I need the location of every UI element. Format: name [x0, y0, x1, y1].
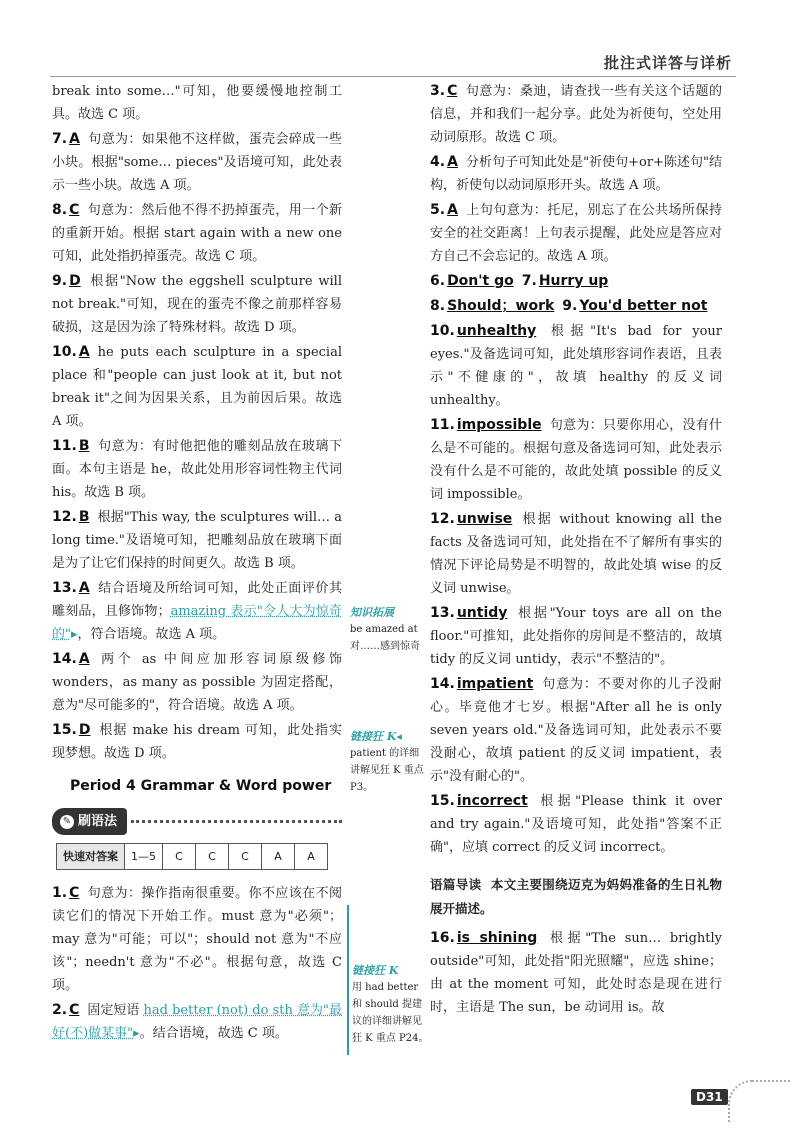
annotated-keyword: amazing 表示"令人大为惊奇的"	[52, 604, 342, 642]
answer-item-13: 13. A 结合语境及所给词可知，此处正面评价其雕刻品，且修饰物；amazing 表示"令人大为惊奇的"▸，符合语境。故选 A 项。	[52, 580, 342, 642]
word-item-15: 15. incorrect 根据"Please think it over and try again."及语境可知，此处指"答案不正确"，应填 correct 的反义词 incorrect。	[430, 793, 722, 855]
word-item-12: 12. unwise 根据 without knowing all the facts 及备选词可知，此处指在不了解所有事实的情况下评论局势是不明智的，故此处填 wise 的反义词 unwise。	[430, 511, 722, 596]
answer-item-left-6: 12. B 根据"This way, the sculptures will… a long time."及语境可知，把雕刻品放在玻璃下面是为了让它们保持的时间更久。故选 B 项。	[52, 509, 342, 571]
quick-answer-range: 1—5	[125, 844, 163, 870]
answer-item-15: 15. D 根据 make his dream 可知，此处指实现梦想。故选 D 项。	[52, 722, 342, 761]
side-note-link-1	[350, 728, 428, 796]
passage-item-16: 16. is shining 根据"The sun… brightly outside"可知，此处指"阳光照耀"，应选 shine；由 at the moment 可知，此处时态是现在进行时，主语是 The sun，be 动词用 is。故	[430, 930, 723, 1015]
side-note-title: 链接狂 K	[352, 964, 399, 977]
answer-item-left-3: 9. D 根据"Now the eggshell sculpture will not break."可知，现在的蛋壳不像之前那样容易破损，这是因为涂了特殊材料。故选 D 项。	[52, 273, 342, 335]
dotted-rule	[131, 820, 342, 823]
side-note-link-2	[352, 962, 430, 1047]
grammar-item-4: 4. A 分析句子可知此处是"祈使句+or+陈述句"结构，祈使句以动词原形开头。故选 A 项。	[430, 154, 722, 193]
side-note-bar	[347, 905, 349, 1055]
period-heading: Period 4 Grammar & Word power	[70, 778, 332, 794]
side-note-text: be amazed at 对……感到惊奇	[350, 624, 420, 652]
answer-item-left-2: 8. C 句意为：然后他不得不扔掉蛋壳，用一个新的重新开始。根据 start again with a new one 可知，此处指扔掉蛋壳。故选 C 项。	[52, 202, 342, 264]
word-item-11: 11. impossible 句意为：只要你用心，没有什么是不可能的。根据句意及备选词可知，此处表示没有什么是不可能的，故此处填 possible 的反义词 impossible。	[430, 417, 722, 502]
passage-guide: 语篇导读 本文主要围绕迈克为妈妈准备的生日礼物展开描述。	[430, 877, 722, 916]
quick-answer-cell: C	[196, 844, 229, 870]
word-item-14: 14. impatient 句意为：不要对你的儿子没耐心。毕竟他才七岁。根据"After all he is only seven years old."及备选词可知，此处表示不要没耐心，故填 patient 的反义词 impatient，表示"没有耐心的"。	[430, 676, 722, 784]
side-note-title: 知识拓展	[350, 606, 394, 619]
quick-answer-label: 快速对答案	[57, 844, 125, 870]
answer-item-left-5: 11. B 句意为：有时他把他的雕刻品放在玻璃下面。本句主语是 he，故此处用形容词性物主代词 his。故选 B 项。	[52, 438, 342, 500]
pen-icon: ✎	[60, 815, 74, 829]
grammar-item-1: 1. C 句意为：操作指南很重要。你不应该在不阅读它们的情况下开始工作。must 意为"必须"；may 意为"可能；可以"；should not 意为"不应该"；needn't 意为"不必"。根据句意，故选 C 项。	[52, 885, 342, 993]
answer-item-left-0: break into some…"可知，他要缓慢地控制工具。故选 C 项。	[52, 84, 342, 122]
word-item-13: 13. untidy 根据"Your toys are all on the floor."可推知，此处指你的房间是不整洁的，故填 tidy 的反义词 untidy，表示"不整洁的"。	[430, 605, 722, 667]
quick-answer-cell: C	[229, 844, 262, 870]
grammar-item-5: 5. A 上句句意为：托尼，别忘了在公共场所保持安全的社交距离！上句表示提醒，此处应是答应对方自己不会忘记的。故选 A 项。	[430, 202, 722, 264]
side-note-text: 用 had better 和 should 提建议的详细讲解见狂 K 重点 P24。	[352, 982, 429, 1044]
answer-item-left-4: 10. A he puts each sculpture in a special place 和"people can just look at it, but not break it"之间为因果关系，且为前因后果。故选 A 项。	[52, 344, 342, 429]
section-badge: ✎ 刷语法	[52, 808, 127, 835]
grammar-item-2: 2. C 固定短语 had better (not) do sth 意为"最好(不)做某事"▸。结合语境，故选 C 项。	[52, 1002, 342, 1041]
grammar-item-8-9: 8. Should；work 9. You'd better not	[430, 298, 708, 314]
side-note-title: 链接狂 K◂	[350, 730, 402, 743]
annotation-arrow-icon: ▸	[70, 627, 78, 642]
grammar-item-6-7: 6. Don't go 7. Hurry up	[430, 273, 609, 289]
header-divider	[50, 76, 736, 77]
annotated-keyword: had better (not) do sth 意为"最好(不)做某事"	[52, 1003, 342, 1041]
grammar-item-3: 3. C 句意为：桑迪，请查找一些有关这个话题的信息，并和我们一起分享。此处为祈使句，空处用动词原形。故选 C 项。	[430, 83, 722, 145]
answer-item-left-1: 7. A 句意为：如果他不这样做，蛋壳会碎成一些小块。根据"some… pieces"及语境可知，此处表示一些小块。故选 A 项。	[52, 131, 342, 193]
quick-answer-cell: C	[163, 844, 196, 870]
answer-item-14: 14. A 两个 as 中间应加形容词原级修饰 wonders，as many as possible 为固定搭配，意为"尽可能多的"，符合语境。故选 A 项。	[52, 651, 342, 713]
side-note-text: patient 的详细讲解见狂 K 重点 P3。	[350, 748, 424, 793]
word-item-10: 10. unhealthy 根据"It's bad for your eyes."及备选词可知，此处填形容词作表语，且表示"不健康的"，故填 healthy 的反义词 unhealthy。	[430, 323, 722, 408]
quick-answer-cell: A	[295, 844, 328, 870]
side-note-knowledge	[350, 604, 428, 655]
left-column	[52, 80, 342, 1047]
annotation-arrow-icon: ▸	[133, 1026, 140, 1041]
section-banner	[52, 808, 342, 835]
quick-answer-cell: A	[262, 844, 295, 870]
arrow-left-icon: ◂	[396, 730, 402, 743]
page-header-title: 批注式详答与详析	[603, 54, 732, 72]
page-number: D31	[691, 1089, 728, 1105]
page-curl-decoration	[728, 1080, 790, 1122]
quick-answer-table	[56, 843, 328, 870]
right-column	[430, 80, 722, 1021]
